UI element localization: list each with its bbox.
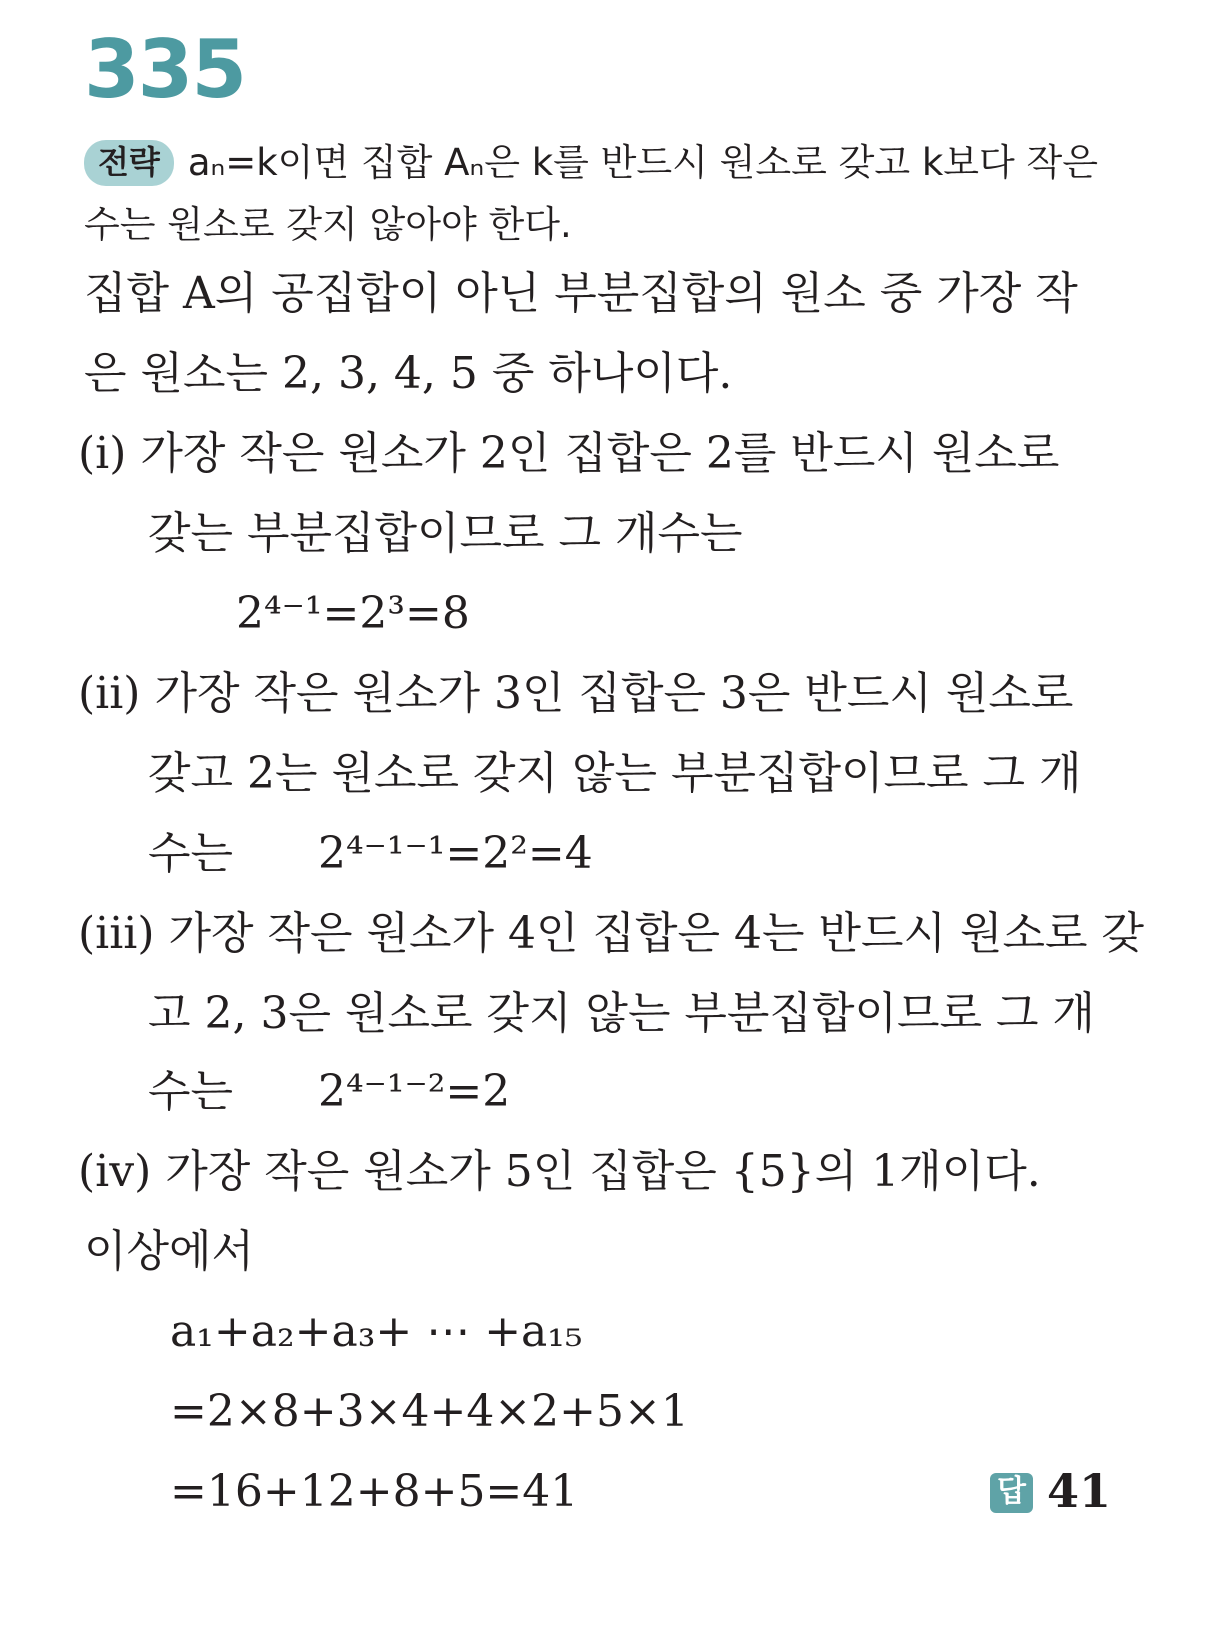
strategy-badge: 전략 [84,140,174,186]
sum-line-1: a₁+a₂+a₃+ ⋯ +a₁₅ [170,1306,583,1357]
intro-line-2: 은 원소는 2, 3, 4, 5 중 하나이다. [84,348,733,399]
sum-line-2: =2×8+3×4+4×2+5×1 [170,1386,689,1437]
answer-value: 41 [1046,1464,1111,1518]
strategy-line-1 [84,140,1098,186]
intro-line-1: 집합 A의 공집합이 아닌 부분집합의 원소 중 가장 작 [84,268,1078,319]
case-ii-formula: 2⁴⁻¹⁻¹=2²=4 [318,828,593,879]
problem-number: 335 [84,23,245,116]
strategy-text-1: aₙ=k이면 집합 Aₙ은 k를 반드시 원소로 갖고 k보다 작은 [187,141,1099,184]
case-ii-line-2: 갖고 2는 원소로 갖지 않는 부분집합이므로 그 개 [148,748,1082,799]
case-iv-line: (iv) 가장 작은 원소가 5인 집합은 {5}의 1개이다. [78,1146,1041,1197]
case-ii-line-3: 수는 [148,828,234,879]
case-i-line-1: (i) 가장 작은 원소가 2인 집합은 2를 반드시 원소로 [78,428,1060,479]
strategy-text-2: 수는 원소로 갖지 않아야 한다. [84,203,572,246]
case-iii-line-2: 고 2, 3은 원소로 갖지 않는 부분집합이므로 그 개 [148,988,1095,1039]
answer-badge: 답 [990,1473,1033,1513]
case-iii-line-1: (iii) 가장 작은 원소가 4인 집합은 4는 반드시 원소로 갖 [78,908,1144,959]
answer-block [990,1464,1111,1518]
conclusion-label: 이상에서 [84,1226,255,1277]
case-iii-line-3: 수는 [148,1066,234,1117]
case-ii-line-1: (ii) 가장 작은 원소가 3인 집합은 3은 반드시 원소로 [78,668,1074,719]
case-i-line-2: 갖는 부분집합이므로 그 개수는 [148,508,743,559]
sum-line-3: =16+12+8+5=41 [170,1466,579,1517]
case-i-formula: 2⁴⁻¹=2³=8 [236,588,470,639]
case-iii-formula: 2⁴⁻¹⁻²=2 [318,1066,511,1117]
